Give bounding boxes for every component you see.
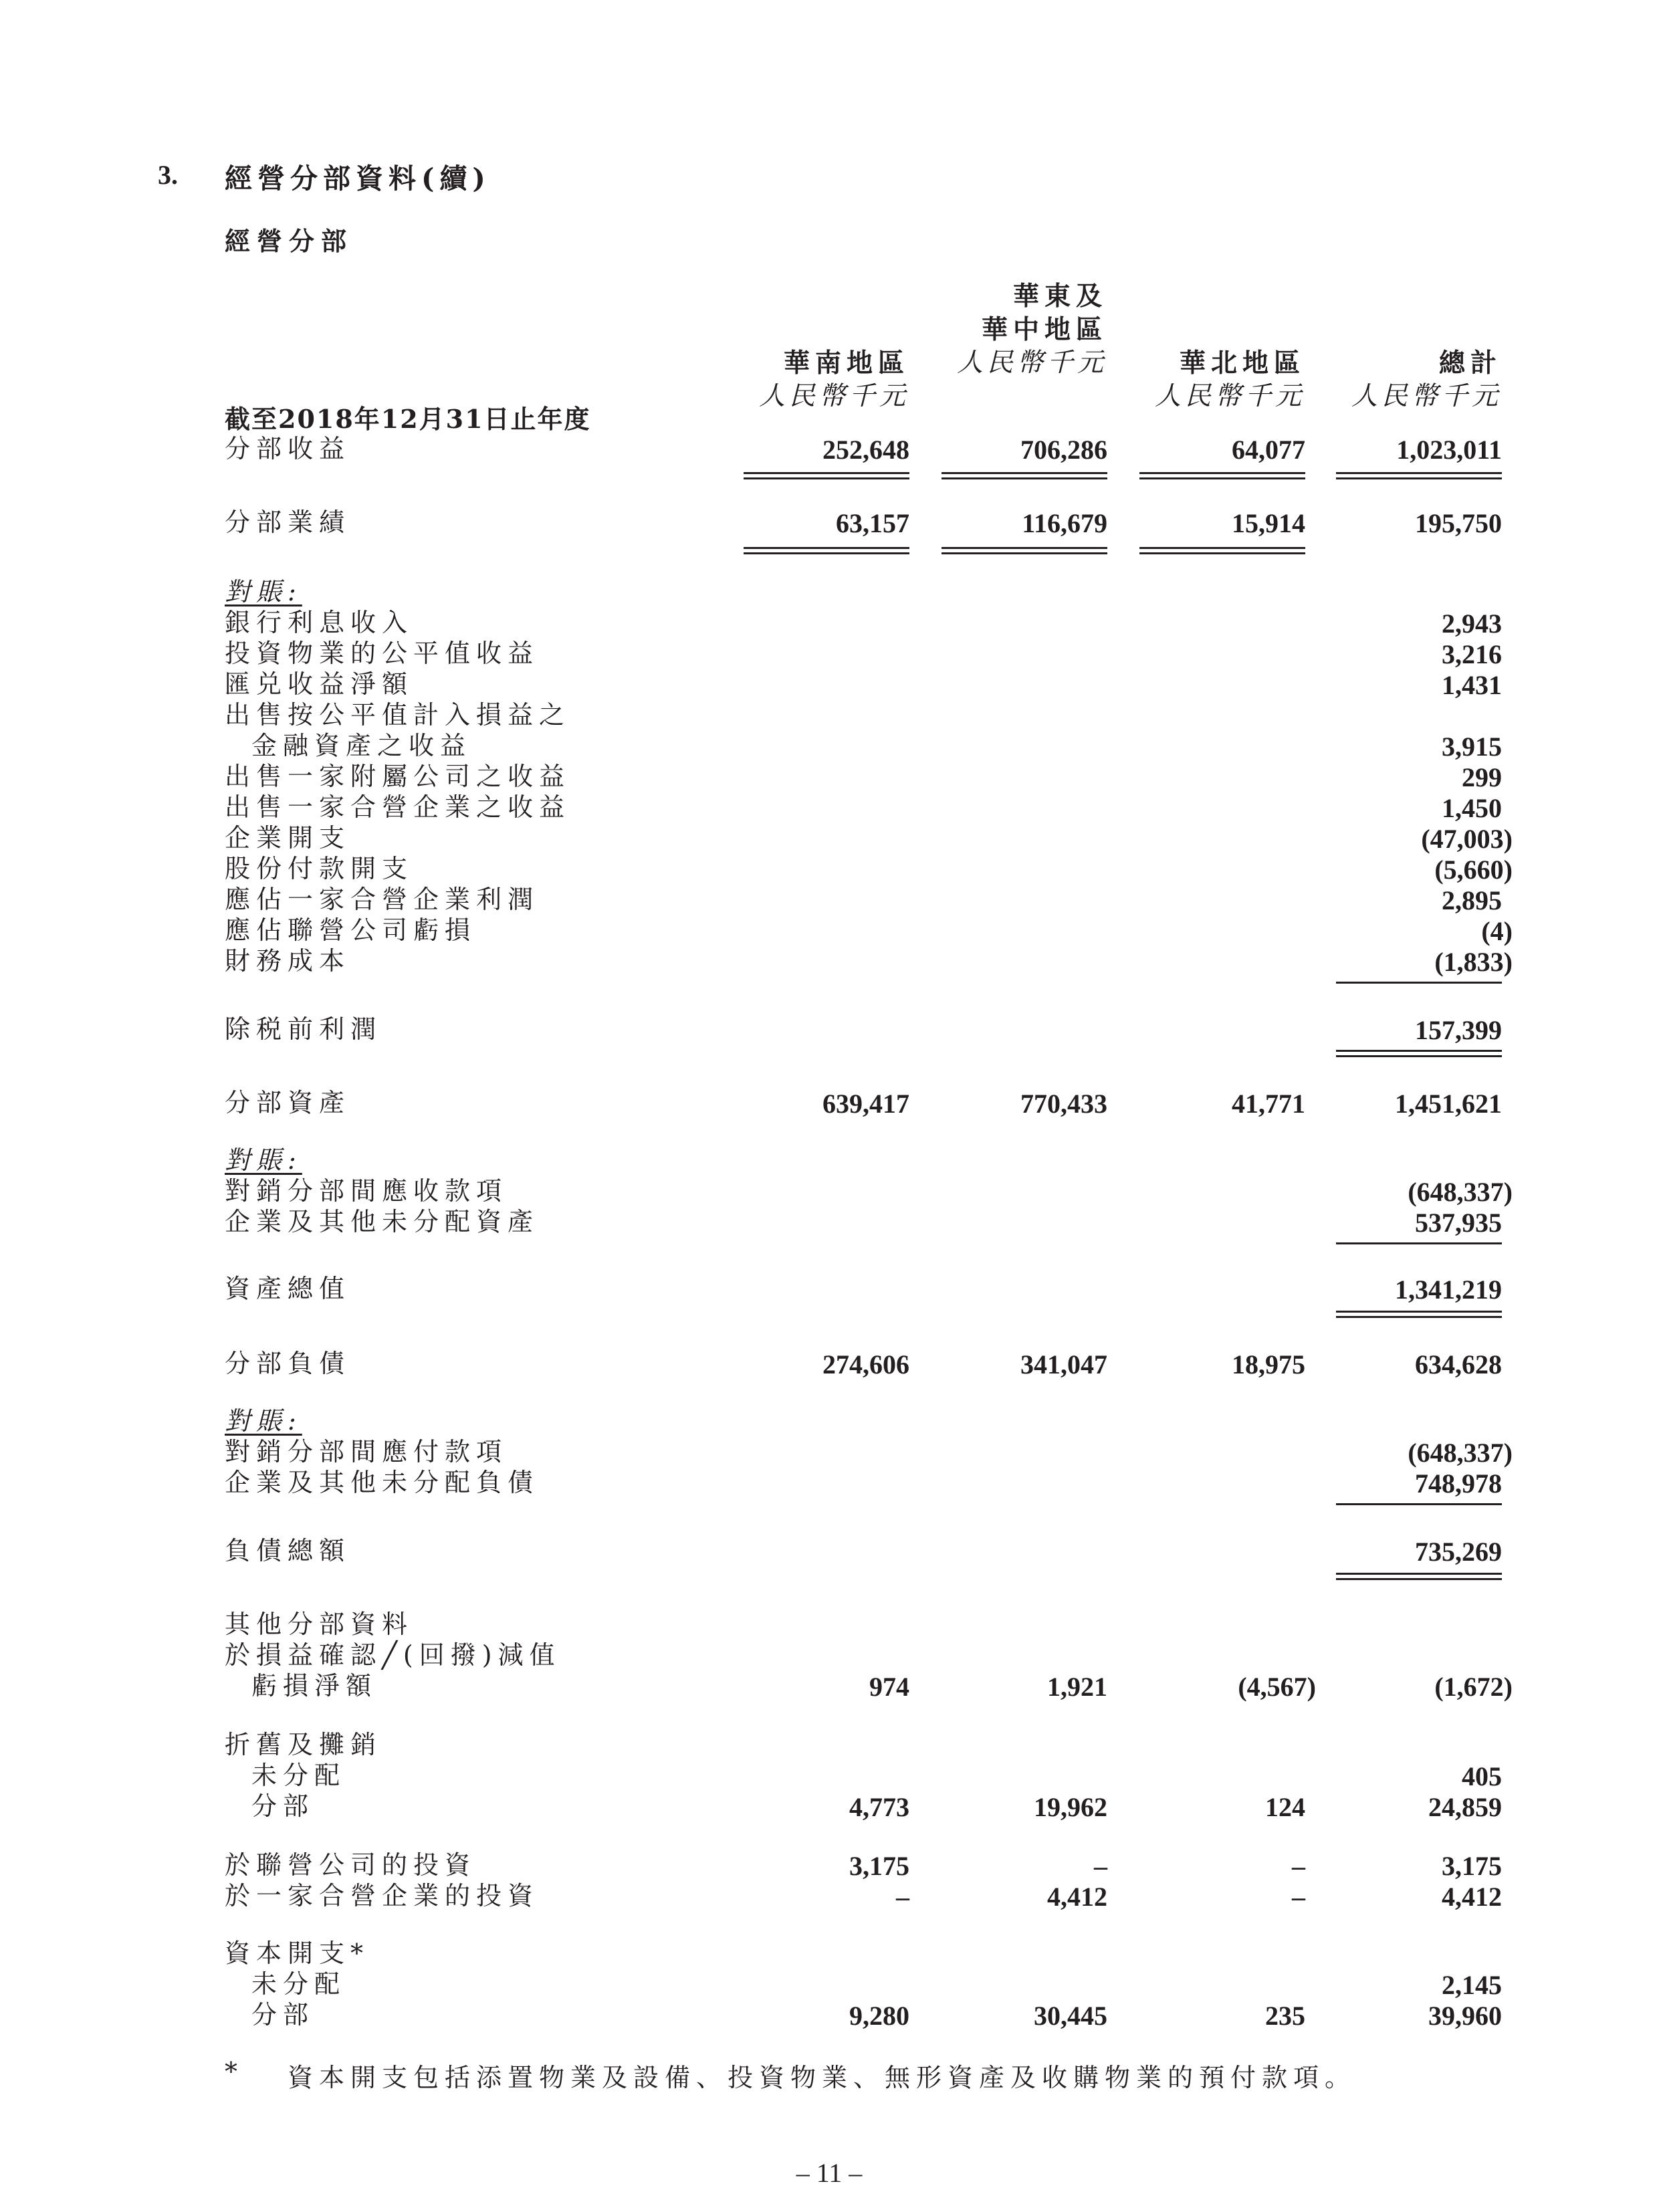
reconciliation-item-label: 股份付款開支 — [225, 854, 414, 883]
liabilities-reconciliation-heading: 對賬: — [225, 1406, 302, 1436]
total-assets-label: 資產總值 — [225, 1274, 351, 1303]
reconciliation-item-label: 投資物業的公平值收益 — [225, 639, 540, 668]
investment-label: 於一家合營企業的投資 — [225, 1881, 540, 1910]
single-underline — [1336, 1503, 1502, 1505]
double-underline — [1336, 1055, 1502, 1057]
investment-value: – — [1292, 1882, 1305, 1912]
column-header-unit: 人民幣千元 — [956, 348, 1107, 378]
investment-value: – — [896, 1882, 909, 1912]
segment-liabilities-value: 634,628 — [1415, 1349, 1502, 1379]
reconciliation-item-label: 出售一家附屬公司之收益 — [225, 762, 571, 791]
footnote-text: 資本開支包括添置物業及設備、投資物業、無形資產及收購物業的預付款項。 — [288, 2063, 1357, 2092]
depreciation-segment-value: 19,962 — [1034, 1792, 1107, 1822]
segment-assets-value: 770,433 — [1020, 1089, 1107, 1119]
investment-label: 於聯營公司的投資 — [225, 1850, 477, 1880]
segment-revenue-value: 1,023,011 — [1396, 435, 1502, 465]
segment-revenue-label: 分部收益 — [225, 434, 351, 463]
impairment-value: 1,921 — [1047, 1672, 1107, 1702]
reconciliation-item-value: (47,003) — [1421, 824, 1513, 854]
reconciliation-item-label: 財務成本 — [225, 946, 351, 976]
segment-liabilities-value: 18,975 — [1232, 1349, 1305, 1379]
capex-segment-value: 9,280 — [849, 2001, 909, 2031]
double-underline — [942, 547, 1107, 549]
profit-before-tax-label: 除税前利潤 — [225, 1014, 382, 1044]
reconciliation-item-label: 應佔聯營公司虧損 — [225, 915, 477, 945]
double-underline — [1336, 477, 1502, 479]
reconciliation-item-label: 企業開支 — [225, 823, 351, 853]
reconciliation-item-label: 金融資產之收益 — [251, 731, 472, 760]
capex-segment-value: 30,445 — [1034, 2001, 1107, 2031]
capex-segment-value: 39,960 — [1428, 2001, 1502, 2031]
reconciliation-item-value: 3,915 — [1442, 732, 1502, 762]
column-header-unit: 人民幣千元 — [1351, 381, 1502, 411]
segment-assets-value: 639,417 — [822, 1089, 909, 1119]
depreciation-segment-value: 124 — [1265, 1792, 1305, 1822]
impairment-label: 於損益確認╱(回撥)減值 — [225, 1640, 561, 1670]
liabilities-reconciliation-item-label: 對銷分部間應付款項 — [225, 1437, 508, 1466]
segment-revenue-value: 252,648 — [822, 435, 909, 465]
segment-results-value: 116,679 — [1022, 508, 1107, 538]
column-header-line2: 華南地區 — [783, 348, 909, 378]
segment-revenue-value: 64,077 — [1232, 435, 1305, 465]
reconciliation-item-value: (4) — [1481, 916, 1513, 946]
double-underline — [744, 472, 909, 474]
reconciliation-item-label: 銀行利息收入 — [225, 608, 414, 637]
total-liabilities-label: 負債總額 — [225, 1536, 351, 1565]
segment-results-label: 分部業績 — [225, 508, 351, 537]
other-info-title: 其他分部資料 — [225, 1610, 414, 1639]
column-header-line1 — [1248, 313, 1502, 346]
investment-value: – — [1094, 1851, 1107, 1881]
reconciliation-heading: 對賬: — [225, 577, 302, 606]
section-title: 經營分部資料(續) — [225, 162, 491, 195]
liabilities-reconciliation-item-value: 748,978 — [1415, 1468, 1502, 1499]
segment-liabilities-value: 341,047 — [1020, 1349, 1107, 1379]
depreciation-unallocated-label: 未分配 — [251, 1761, 346, 1790]
double-underline — [942, 477, 1107, 479]
segment-results-value: 63,157 — [836, 508, 909, 538]
period-label: 截至2018年12月31日止年度 — [225, 404, 591, 434]
double-underline — [1336, 1050, 1502, 1052]
column-header-unit: 人民幣千元 — [1154, 381, 1305, 411]
total-liabilities-value: 735,269 — [1415, 1537, 1502, 1567]
column-header-line2: 總計 — [1438, 348, 1502, 378]
segment-results-value: 15,914 — [1232, 508, 1305, 538]
segment-assets-label: 分部資產 — [225, 1088, 351, 1117]
liabilities-reconciliation-item-label: 企業及其他未分配負債 — [225, 1468, 540, 1497]
reconciliation-item-value: (1,833) — [1434, 947, 1513, 977]
reconciliation-item-value: 2,943 — [1442, 609, 1502, 639]
double-underline — [744, 477, 909, 479]
column-header-total — [1248, 313, 1502, 413]
single-underline — [1336, 982, 1502, 984]
depreciation-title: 折舊及攤銷 — [225, 1730, 382, 1759]
assets-reconciliation-item-value: (648,337) — [1408, 1177, 1513, 1207]
double-underline — [1336, 1316, 1502, 1318]
double-underline — [1336, 1573, 1502, 1575]
double-underline — [744, 547, 909, 549]
column-header-line2: 華北地區 — [1179, 348, 1305, 378]
segment-liabilities-value: 274,606 — [822, 1349, 909, 1379]
reconciliation-item-value: 299 — [1462, 762, 1502, 792]
reconciliation-item-label: 出售按公平值計入損益之 — [225, 700, 571, 730]
double-underline — [942, 472, 1107, 474]
liabilities-reconciliation-item-value: (648,337) — [1408, 1438, 1513, 1468]
column-header-line1: 華東及 — [1012, 281, 1107, 312]
double-underline — [1139, 477, 1305, 479]
column-header-unit: 人民幣千元 — [758, 381, 909, 411]
reconciliation-item-label: 出售一家合營企業之收益 — [225, 792, 571, 822]
double-underline — [1139, 552, 1305, 554]
reconciliation-item-label: 匯兑收益淨額 — [225, 669, 414, 699]
assets-reconciliation-item-value: 537,935 — [1415, 1208, 1502, 1238]
section-subtitle: 經營分部 — [225, 226, 354, 256]
reconciliation-item-value: (5,660) — [1434, 855, 1513, 885]
assets-reconciliation-heading: 對賬: — [225, 1145, 302, 1175]
double-underline — [1336, 1311, 1502, 1313]
double-underline — [942, 552, 1107, 554]
reconciliation-item-label: 應佔一家合營企業利潤 — [225, 885, 540, 914]
investment-value: 3,175 — [1442, 1851, 1502, 1881]
page-number: – 11 – — [796, 2158, 863, 2188]
depreciation-segment-value: 24,859 — [1428, 1792, 1502, 1822]
reconciliation-item-value: 3,216 — [1442, 639, 1502, 669]
investment-value: 4,412 — [1047, 1882, 1107, 1912]
reconciliation-item-value: 1,431 — [1442, 670, 1502, 700]
double-underline — [1139, 472, 1305, 474]
capex-segment-value: 235 — [1265, 2001, 1305, 2031]
investment-value: 3,175 — [849, 1851, 909, 1881]
double-underline — [1336, 472, 1502, 474]
capex-segment-label: 分部 — [251, 2000, 315, 2029]
depreciation-segment-value: 4,773 — [849, 1792, 909, 1822]
footnote-marker: * — [225, 2057, 237, 2086]
assets-reconciliation-item-label: 企業及其他未分配資產 — [225, 1207, 540, 1236]
double-underline — [744, 552, 909, 554]
segment-assets-value: 1,451,621 — [1395, 1089, 1502, 1119]
segment-liabilities-label: 分部負債 — [225, 1349, 351, 1378]
impairment-label-line2: 虧損淨額 — [251, 1671, 378, 1700]
depreciation-segment-label: 分部 — [251, 1791, 315, 1821]
impairment-value: (1,672) — [1434, 1672, 1513, 1702]
investment-value: 4,412 — [1442, 1882, 1502, 1912]
segment-results-value: 195,750 — [1415, 508, 1502, 538]
segment-assets-value: 41,771 — [1232, 1089, 1305, 1119]
reconciliation-item-value: 1,450 — [1442, 793, 1502, 823]
total-assets-value: 1,341,219 — [1395, 1275, 1502, 1305]
double-underline — [1336, 1578, 1502, 1580]
column-header-line2: 華中地區 — [981, 314, 1107, 345]
capex-unallocated-label: 未分配 — [251, 1969, 346, 1999]
impairment-value: (4,567) — [1238, 1672, 1316, 1702]
section-number: 3. — [158, 160, 178, 190]
profit-before-tax-value: 157,399 — [1415, 1015, 1502, 1045]
reconciliation-item-value: 2,895 — [1442, 885, 1502, 915]
assets-reconciliation-item-label: 對銷分部間應收款項 — [225, 1176, 508, 1206]
investment-value: – — [1292, 1851, 1305, 1881]
depreciation-unallocated-value: 405 — [1462, 1761, 1502, 1791]
impairment-value: 974 — [869, 1672, 909, 1702]
segment-revenue-value: 706,286 — [1020, 435, 1107, 465]
capex-title: 資本開支* — [225, 1939, 370, 1968]
capex-unallocated-value: 2,145 — [1442, 1970, 1502, 2000]
double-underline — [1139, 547, 1305, 549]
single-underline — [1336, 1242, 1502, 1244]
